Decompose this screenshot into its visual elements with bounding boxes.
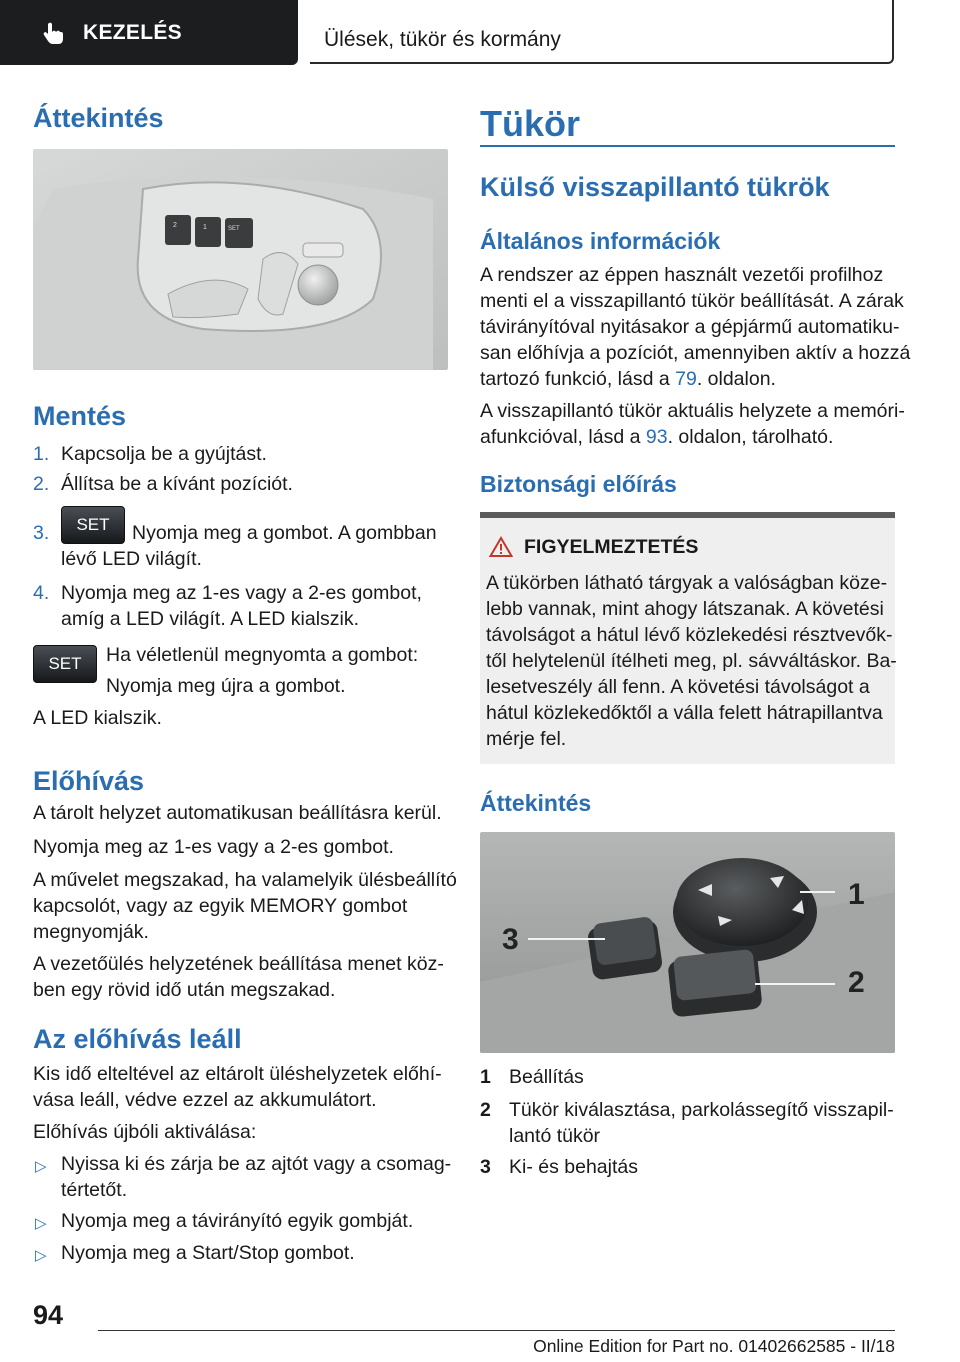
section-tab — [0, 0, 298, 65]
warning-l2: lebb vannak, mint ahogy látszanak. A követési — [486, 598, 884, 620]
triangle-bullet-icon: ▷ — [35, 1158, 47, 1175]
recall-p2: Nyomja meg az 1-es vagy a 2-es gombot. — [33, 836, 394, 858]
heading-overview-mirror: Áttekintés — [480, 790, 592, 816]
general-l2: menti el a visszapillantó tükör beállítását. A zárak — [480, 290, 904, 312]
heading-recall-stop: Az előhívás leáll — [33, 1024, 242, 1054]
heading-outside-mirrors: Külső visszapillantó tükrök — [480, 172, 830, 202]
recall-p4-l1: A vezetőülés helyzetének beállítása menet köz- — [33, 953, 444, 975]
warning-l6: hátul közlekedőktől a válla felett hátrapillantva — [486, 702, 883, 724]
warning-l3: távolságot a hátul lévő közlekedési résztvevők- — [486, 624, 893, 646]
warning-bar — [480, 512, 895, 518]
recall-p3-l2: kapcsolót, vagy az egyik MEMORY gombot — [33, 895, 408, 917]
general-l4: san előhívja a pozíciót, amennyiben aktív a hozzá — [480, 342, 911, 364]
set-button-icon-2: SET — [33, 645, 97, 683]
warning-box — [480, 512, 895, 764]
heading-safety: Biztonsági előírás — [480, 471, 677, 497]
recall-p3-l3: megnyomják. — [33, 921, 149, 943]
chapter-title-box — [310, 0, 894, 64]
heading-rule — [480, 145, 895, 147]
footer-rule — [98, 1330, 895, 1331]
heading-general-info: Általános információk — [480, 228, 721, 254]
seat-btn-set: SET — [228, 226, 240, 232]
accidental-line-2: Nyomja meg újra a gombot. — [106, 675, 346, 697]
heading-recall: Előhívás — [33, 766, 145, 796]
warning-l7: mérje fel. — [486, 728, 567, 750]
callout-2: 2 — [848, 966, 865, 999]
stop-p1-l1: Kis idő elteltével az eltárolt üléshelyzetek előhí- — [33, 1063, 442, 1085]
seat-controls-photo — [33, 149, 448, 370]
edition-note: Online Edition for Part no. 01402662585 - II/18 — [533, 1336, 895, 1356]
led-off-text: A LED kialszik. — [33, 707, 162, 729]
stop-p1-l2: vása leáll, védve ezzel az akkumulátort. — [33, 1089, 377, 1111]
hand-pointer-icon — [40, 20, 66, 46]
triangle-bullet-icon: ▷ — [35, 1215, 47, 1232]
section-label: KEZELÉS — [83, 20, 182, 44]
recall-p4-l2: ben egy rövid idő után megszakad. — [33, 979, 336, 1001]
warning-l1: A tükörben látható tárgyak a valóságban köze- — [486, 572, 888, 594]
heading-save: Mentés — [33, 401, 127, 431]
seat-btn-1: 1 — [203, 224, 207, 231]
memory-l2: afunkcióval, lásd a 93. oldalon, tárolható. — [480, 426, 834, 448]
recall-p1: A tárolt helyzet automatikusan beállításra kerül. — [33, 802, 442, 824]
chapter-title: Ülések, tükör és kormány — [324, 28, 561, 51]
callout-1: 1 — [848, 878, 865, 911]
seat-btn-2: 2 — [173, 222, 177, 229]
step-4: 4. Nyomja meg az 1-es vagy a 2-es gombot, amíg a LED világít. A LED kialszik. — [33, 582, 422, 630]
recall-p3-l1: A művelet megszakad, ha valamelyik ülésbeállító — [33, 869, 457, 891]
memory-l1: A visszapillantó tükör aktuális helyzete a memóri- — [480, 400, 905, 422]
warning-triangle-icon — [489, 536, 513, 558]
page-number: 94 — [33, 1300, 64, 1330]
set-button-icon: SET — [61, 506, 125, 544]
page-link-79[interactable]: 79 — [675, 368, 697, 390]
callout-3: 3 — [502, 923, 519, 956]
warning-l5: lesetveszély áll fenn. A követési távolságot a — [486, 676, 870, 698]
stop-p2: Előhívás újbóli aktiválása: — [33, 1121, 257, 1143]
warning-l4: től helytelenül ítélheti meg, pl. sávváltáskor. Ba- — [486, 650, 897, 672]
page-link-93[interactable]: 93 — [645, 426, 668, 448]
heading-overview-seat: Áttekintés — [33, 103, 164, 133]
bullet-1: ▷ Nyissa ki és zárja be az ajtót vagy a csomag- tértetőt. — [35, 1153, 452, 1201]
heading-mirror: Tükör — [480, 103, 581, 144]
general-l5: tartozó funkció, lásd a 79. oldalon. — [480, 368, 776, 390]
accidental-line-1: Ha véletlenül megnyomta a gombot: — [106, 644, 419, 666]
general-l3: távirányítóval nyitásakor a gépjármű automatiku- — [480, 316, 900, 338]
step-3: 3. SET Nyomja meg a gombot. A gombban lévő LED világít. — [33, 520, 448, 580]
mirror-controls-photo — [480, 832, 895, 1053]
triangle-bullet-icon: ▷ — [35, 1247, 47, 1264]
warning-title: FIGYELMEZTETÉS — [524, 536, 699, 558]
general-l1: A rendszer az éppen használt vezetői profilhoz — [480, 264, 884, 286]
